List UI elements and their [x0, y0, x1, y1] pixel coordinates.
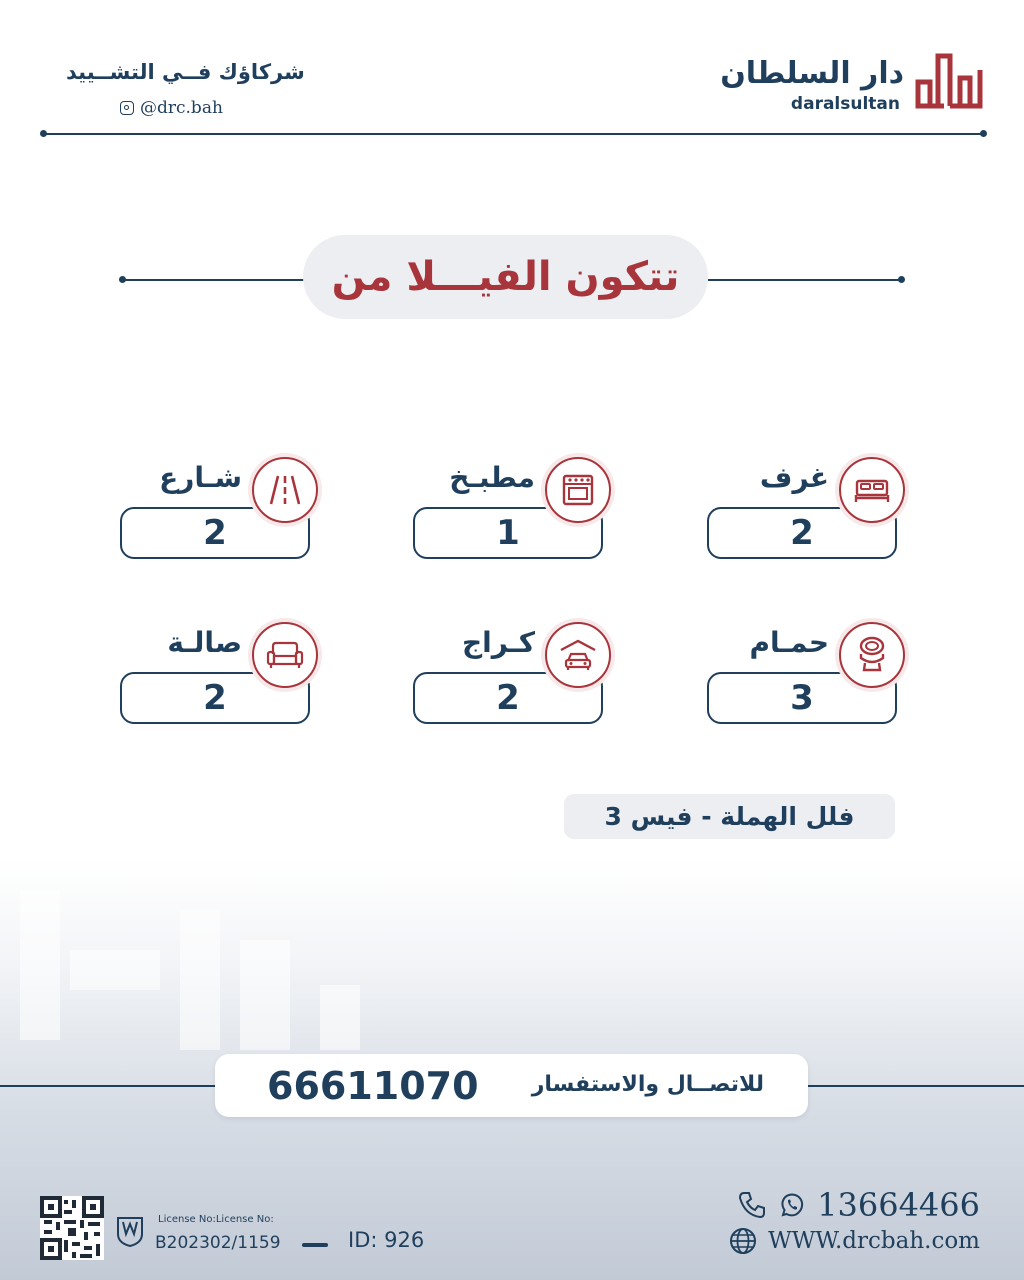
footer-watermark-shape — [20, 890, 60, 1040]
feature-value: 2 — [120, 672, 310, 724]
title-pill — [303, 235, 708, 319]
license-separator — [302, 1243, 328, 1247]
feature-value: 2 — [120, 507, 310, 559]
feature-label: كـراج — [461, 626, 535, 659]
phone-row[interactable] — [737, 1186, 980, 1224]
contact-pill[interactable] — [215, 1054, 808, 1117]
feature-kitchen — [413, 457, 603, 557]
footer-watermark-shape — [180, 910, 220, 1050]
feature-rooms — [707, 457, 897, 557]
tagline: شركاؤك فــي التشــييد — [66, 60, 305, 84]
title-line-dot-left — [119, 276, 126, 283]
feature-label: حمـام — [749, 626, 829, 659]
feature-label: غرف — [759, 461, 829, 494]
feature-garage — [413, 622, 603, 722]
footer-watermark-shape — [240, 940, 290, 1050]
feature-value: 1 — [413, 507, 603, 559]
brand-name-arabic: دار السلطان — [720, 56, 904, 91]
contact-label: للاتصــال والاستفسار — [531, 1072, 764, 1097]
toilet-icon — [839, 622, 905, 688]
feature-label: مطبـخ — [449, 461, 535, 494]
sofa-icon — [252, 622, 318, 688]
oven-icon — [545, 457, 611, 523]
footer-phone-number[interactable]: 13664466 — [817, 1186, 980, 1224]
header-divider-dot-left — [40, 130, 47, 137]
feature-label: شـارع — [159, 461, 242, 494]
title-line-right — [708, 279, 902, 281]
title-line-dot-right — [898, 276, 905, 283]
feature-value: 3 — [707, 672, 897, 724]
footer-watermark-shape — [70, 950, 160, 990]
location-label: فلل الهملة - فيس 3 — [564, 794, 895, 839]
page-title: تتكون الفيـــلا من — [331, 254, 680, 300]
brand-name-english: daralsultan — [790, 94, 900, 114]
instagram-handle[interactable] — [120, 98, 223, 118]
daralsultan-logo-icon — [914, 48, 986, 114]
feature-street — [120, 457, 310, 557]
instagram-handle-text: @drc.bah — [140, 98, 223, 118]
bed-icon — [839, 457, 905, 523]
globe-icon — [728, 1226, 758, 1256]
instagram-icon — [120, 101, 134, 115]
license-number: B202302/1159 — [155, 1233, 281, 1253]
header-divider-dot-right — [980, 130, 987, 137]
feature-label: صالـة — [167, 626, 242, 659]
license-crest-icon — [116, 1216, 144, 1248]
contact-number[interactable]: 66611070 — [267, 1064, 479, 1108]
brand-logo-block — [720, 48, 986, 120]
listing-id: ID: 926 — [348, 1228, 425, 1252]
title-line-left — [124, 279, 304, 281]
header-divider — [44, 133, 984, 135]
license-label: License No:License No: — [158, 1214, 274, 1225]
phone-icon — [737, 1190, 767, 1220]
website-row[interactable] — [728, 1226, 980, 1256]
garage-car-icon — [545, 622, 611, 688]
feature-value: 2 — [707, 507, 897, 559]
feature-value: 2 — [413, 672, 603, 724]
footer-watermark-shape — [320, 985, 360, 1050]
feature-living-room — [120, 622, 310, 722]
website-url[interactable]: WWW.drcbah.com — [768, 1228, 980, 1254]
whatsapp-icon — [777, 1190, 807, 1220]
qr-code-icon[interactable] — [40, 1196, 104, 1260]
feature-bathrooms — [707, 622, 897, 722]
road-icon — [252, 457, 318, 523]
